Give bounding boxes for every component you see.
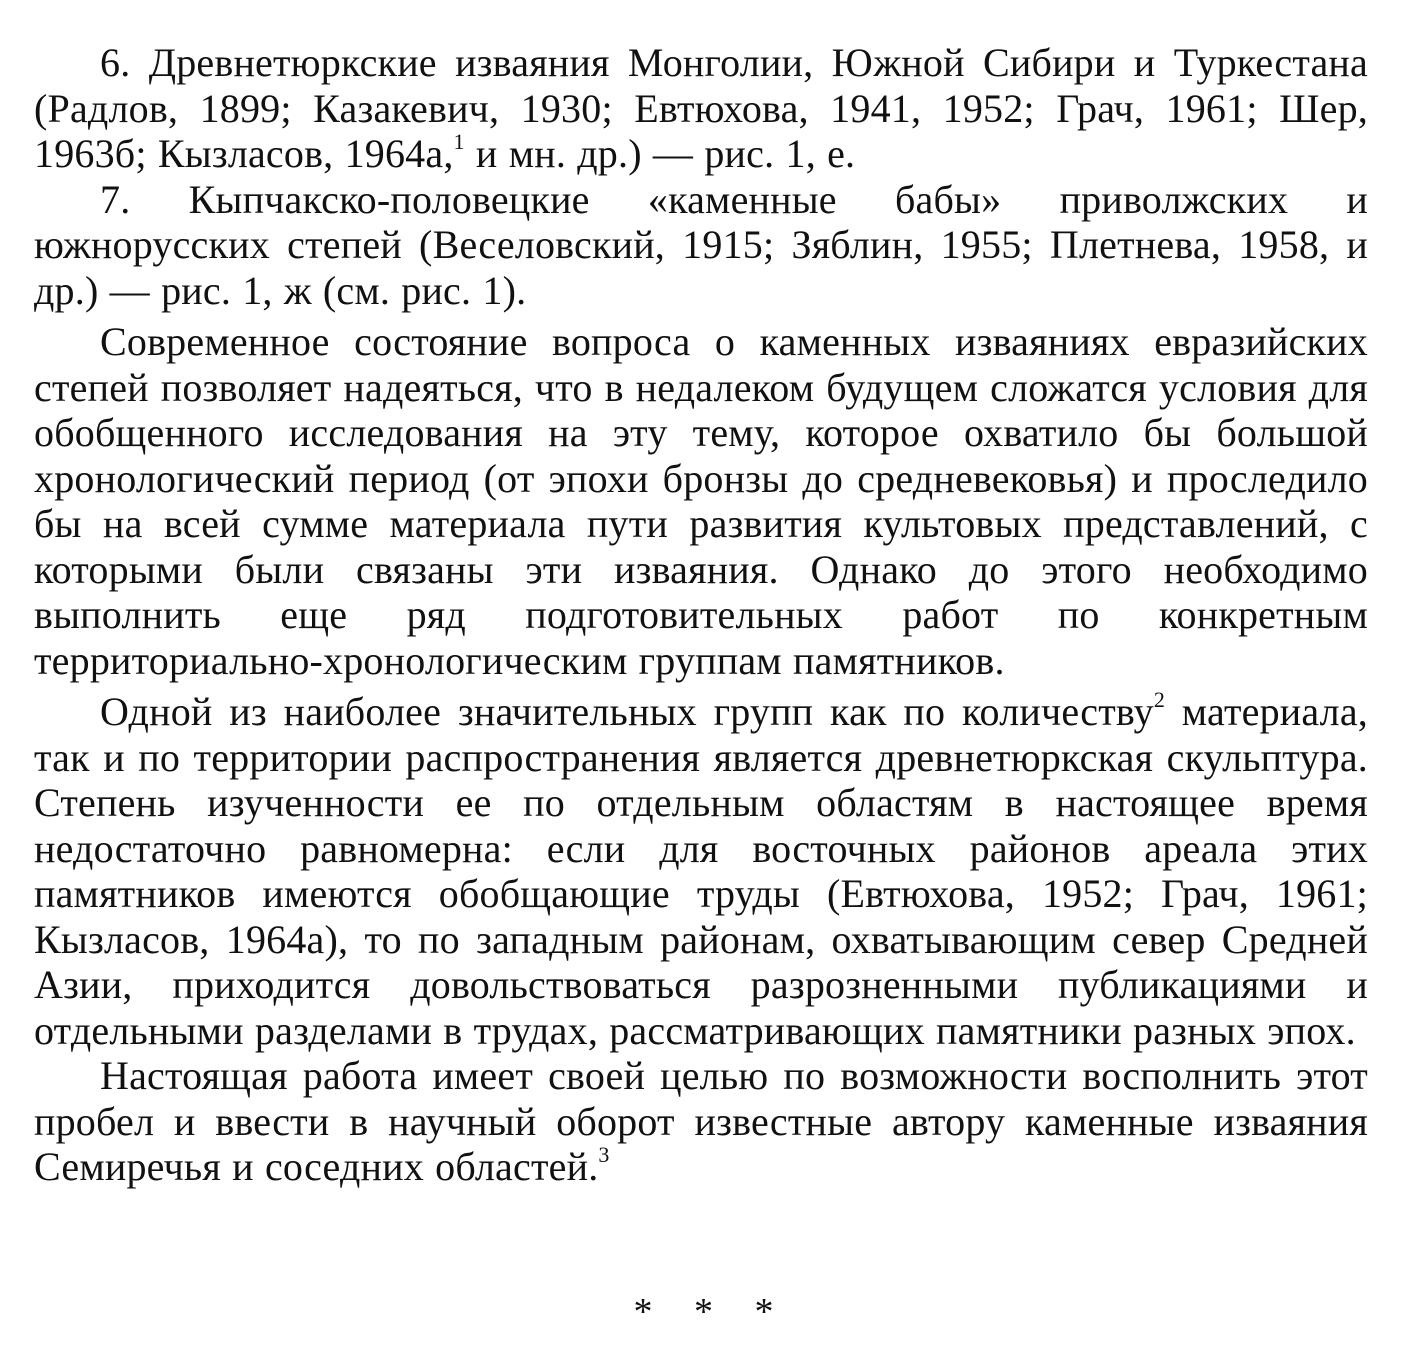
paragraph-text: Одной из наиболее значительных групп как по количеству	[100, 689, 1154, 734]
paragraph-significant-groups	[34, 686, 1369, 1053]
document-page	[34, 40, 1368, 1190]
paragraph-present-work	[34, 1053, 1368, 1190]
footnote-marker-1: 1	[453, 128, 465, 154]
paragraph-text: Настоящая работа имеет своей целью по возможности восполнить этот пробел и ввести в научный оборот известные автору каменные изваяния Семиречья и соседних областей.	[34, 1053, 1368, 1189]
list-item-6	[34, 40, 1368, 177]
paragraph-tail: материала, так и по территории распространения является древнетюркская скульптура. Степень изученности ее по отдельным областям в настоящее время недостаточно равномерна: если для восточных районов ареала этих памятников имеются обобщающие труды (Евтюхова, 1952; Грач, 1961; Кызласов, 1964а), то по западным районам, охватывающим север Средней Азии, приходится довольствоваться разрозненными публикациями и отдельными разделами в трудах, рассматривающих памятники разных эпох.	[34, 689, 1369, 1053]
section-divider: * * *	[633, 1291, 776, 1333]
paragraph-current-state	[34, 319, 1368, 683]
paragraph-tail: и мн. др.) — рис. 1, е.	[464, 131, 856, 176]
footnote-marker-3: 3	[598, 1141, 610, 1167]
list-item-7	[34, 177, 1368, 314]
footnote-marker-2: 2	[1153, 686, 1166, 712]
paragraph-text: 7. Кыпчакско-половецкие «каменные бабы» приволжских и южнорусских степей (Веселовский, 1915; Зяблин, 1955; Плетнева, 1958, и др.) — рис. 1, ж (см. рис. 1).	[34, 176, 1368, 313]
paragraph-text: 6. Древнетюркские изваяния Монголии, Южной Сибири и Туркестана (Радлов, 1899; Казакевич, 1930; Евтюхова, 1941, 1952; Грач, 1961; Шер, 1963б; Кызласов, 1964а,	[34, 40, 1368, 176]
paragraph-text: Современное состояние вопроса о каменных изваяниях евразийских степей позволяет надеяться, что в недалеком будущем сложатся условия для обобщенного исследования на эту тему, которое охватило бы большой хронологический период (от эпохи бронзы до средневековья) и проследило бы на всей сумме материала пути развития культовых представлений, с которыми были связаны эти изваяния. Однако до этого необходимо выполнить еще ряд подготовительных работ по конкретным территориально-хронологическим группам памятников.	[34, 319, 1368, 683]
